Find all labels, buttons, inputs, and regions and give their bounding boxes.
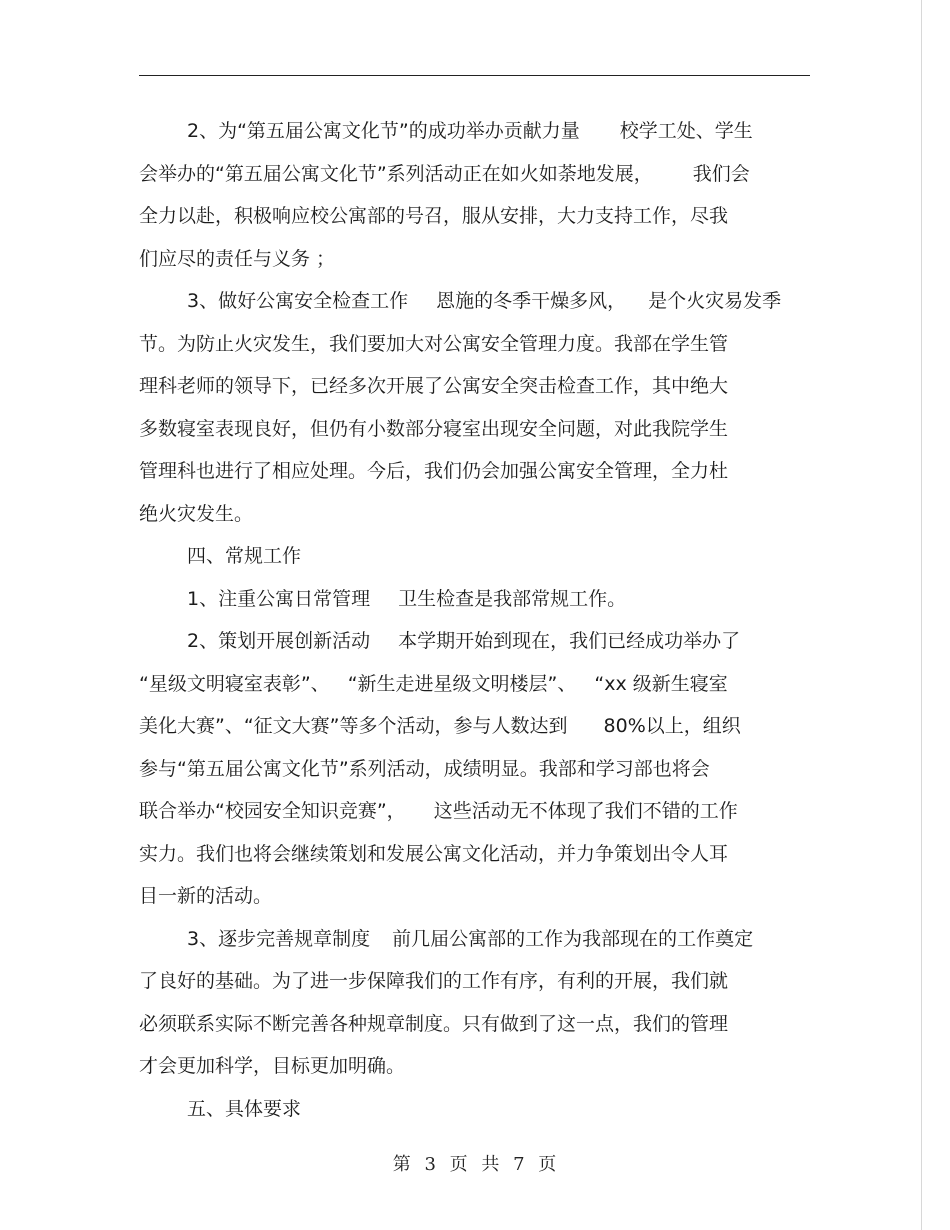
text-line: 绝火灾发生。 bbox=[139, 502, 254, 525]
footer-page-number: 3 bbox=[424, 1154, 437, 1175]
text-line: 才会更加科学，目标更加明确。 bbox=[139, 1055, 406, 1077]
page-footer bbox=[0, 1150, 950, 1176]
footer-page-label: 第 bbox=[392, 1154, 412, 1175]
text-line: 会举办的“第五届公寓文化节”系列活动正在如火如荼地发展， 我们会 bbox=[139, 162, 750, 185]
header-rule bbox=[139, 75, 810, 76]
section-heading: 四、常规工作 bbox=[187, 545, 302, 567]
text-line: 美化大赛”、“征文大赛”等多个活动，参与人数达到 80%以上，组织 bbox=[139, 715, 741, 737]
text-line: 2、为“第五届公寓文化节”的成功举办贡献力量 校学工处、学生 bbox=[187, 120, 753, 142]
text-line: 了良好的基础。为了进一步保障我们的工作有序，有利的开展，我们就 bbox=[139, 970, 729, 992]
text-line: 理科老师的领导下，已经多次开展了公寓安全突击检查工作，其中绝大 bbox=[139, 375, 729, 397]
footer-total-unit: 页 bbox=[538, 1154, 558, 1175]
text-line: 联合举办“校园安全知识竞赛”， 这些活动无不体现了我们不错的工作 bbox=[139, 800, 738, 822]
text-line: 参与“第五届公寓文化节”系列活动，成绩明显。我部和学习部也将会 bbox=[139, 757, 710, 780]
text-line: 多数寝室表现良好，但仍有小数部分寝室出现安全问题，对此我院学生 bbox=[139, 417, 729, 440]
section-heading: 五、具体要求 bbox=[187, 1097, 302, 1120]
text-line: 们应尽的责任与义务 ； bbox=[139, 247, 336, 270]
text-line: 必须联系实际不断完善各种规章制度。只有做到了这一点，我们的管理 bbox=[139, 1012, 729, 1035]
text-line: 管理科也进行了相应处理。今后，我们仍会加强公寓安全管理，全力杜 bbox=[139, 460, 729, 482]
page-edge bbox=[921, 0, 922, 1230]
text-line: 3、逐步完善规章制度 前几届公寓部的工作为我部现在的工作奠定 bbox=[187, 927, 754, 950]
text-line: 3、做好公寓安全检查工作 恩施的冬季干燥多风， 是个火灾易发季 bbox=[187, 290, 782, 312]
text-line: 实力。我们也将会继续策划和发展公寓文化活动，并力争策划出令人耳 bbox=[139, 842, 729, 865]
text-line: 全力以赴，积极响应校公寓部的号召，服从安排，大力支持工作，尽我 bbox=[139, 205, 729, 227]
text-line: 1、注重公寓日常管理 卫生检查是我部常规工作。 bbox=[187, 587, 627, 610]
document-body bbox=[139, 110, 810, 1130]
text-line: “星级文明寝室表彰”、 “新生走进星级文明楼层”、 “xx 级新生寝室 bbox=[139, 672, 728, 695]
text-line: 2、策划开展创新活动 本学期开始到现在，我们已经成功举办了 bbox=[187, 630, 741, 652]
text-line: 目一新的活动。 bbox=[139, 885, 273, 907]
footer-total-pages: 7 bbox=[513, 1154, 526, 1175]
footer-page-unit: 页 bbox=[449, 1154, 469, 1175]
footer-total-label: 共 bbox=[481, 1154, 501, 1175]
text-line: 节。为防止火灾发生，我们要加大对公寓安全管理力度。我部在学生管 bbox=[139, 332, 729, 355]
